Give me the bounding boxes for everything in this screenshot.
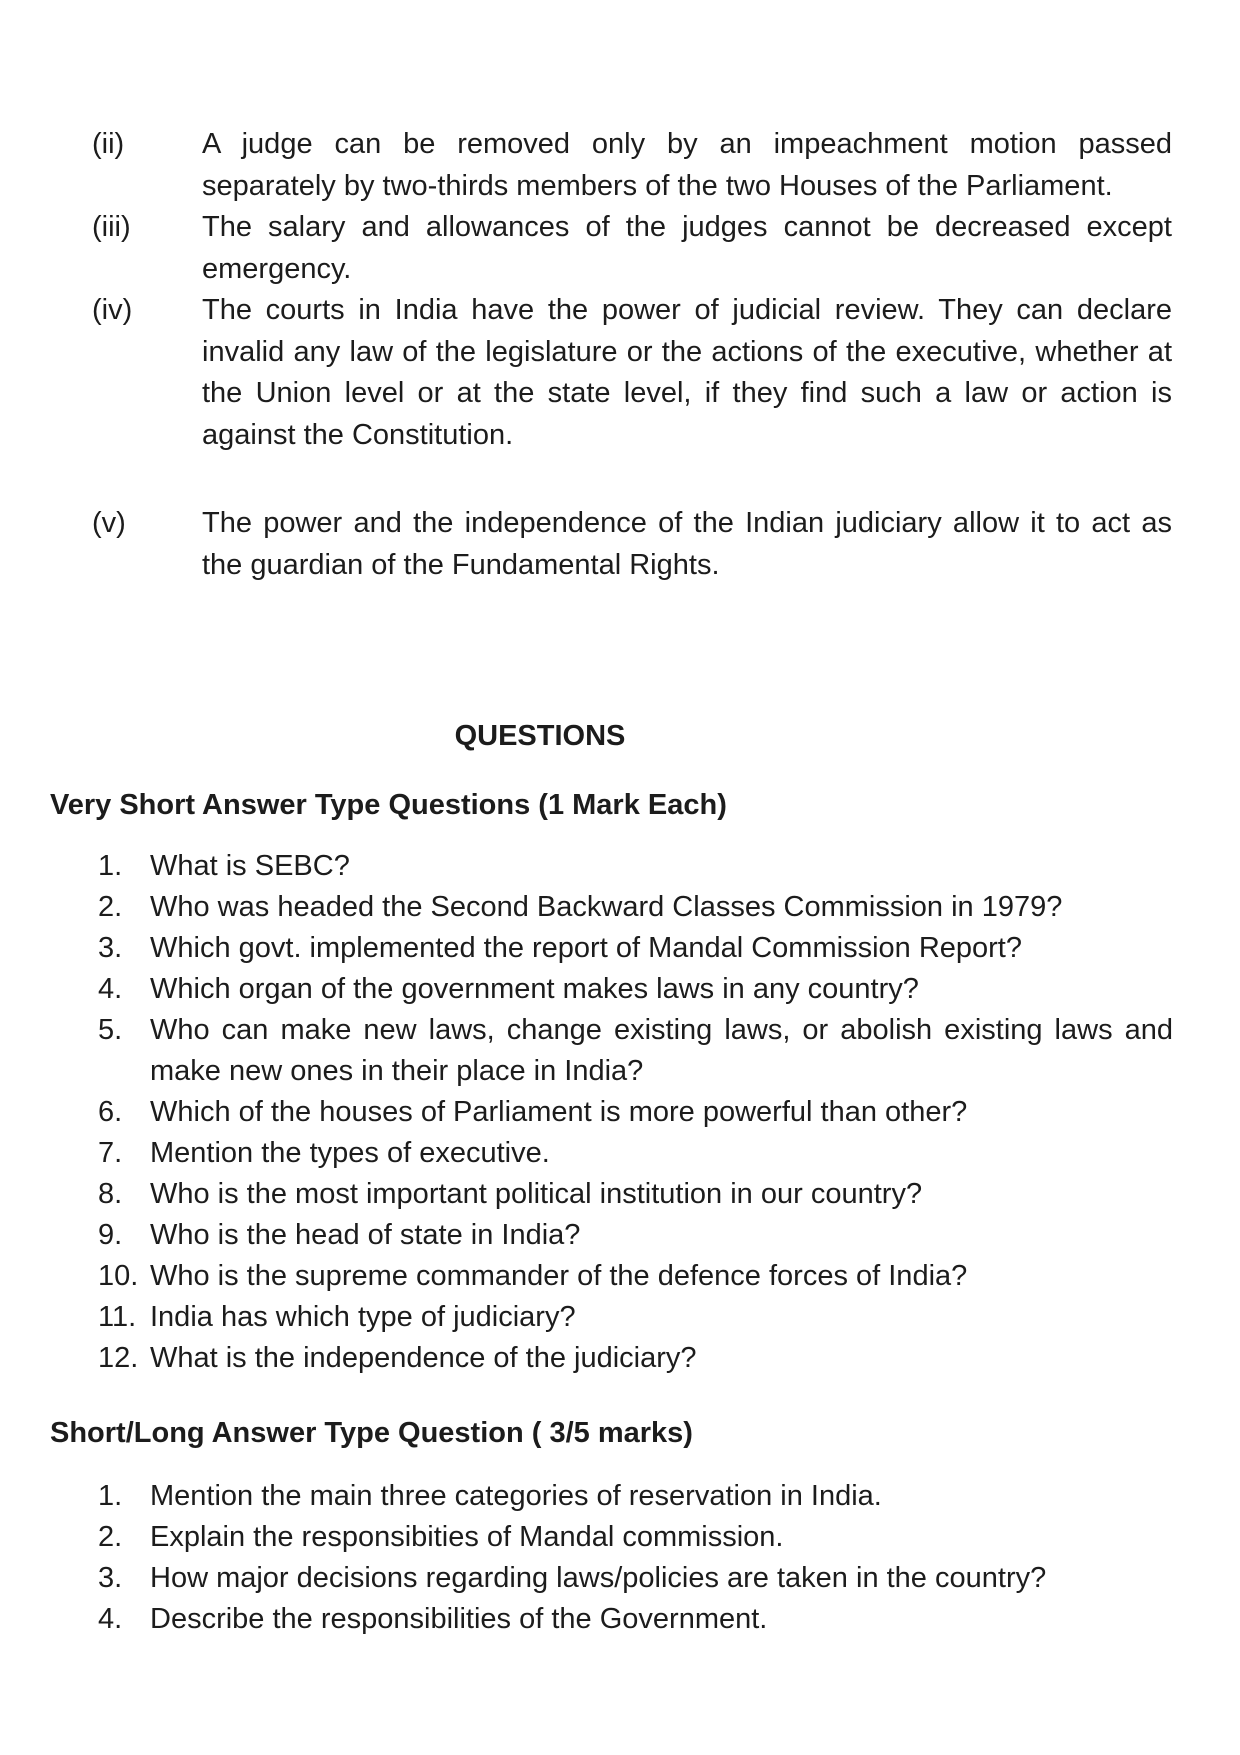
question-number: 1.: [98, 1480, 123, 1512]
point-item: [92, 503, 1172, 586]
question-number: 8.: [98, 1178, 123, 1210]
question-number: 1.: [98, 850, 123, 882]
question-number: 11.: [98, 1301, 137, 1333]
question-item: [98, 1174, 1173, 1215]
question-item: [98, 1558, 1173, 1599]
point-item: [92, 124, 1172, 207]
question-item: [98, 1010, 1173, 1092]
question-item: [98, 1215, 1173, 1256]
short-long-question-list: [98, 1476, 1173, 1640]
question-number: 3.: [98, 932, 123, 964]
question-number: 12.: [98, 1342, 139, 1374]
question-item: [98, 887, 1173, 928]
question-item: [98, 1256, 1173, 1297]
question-text: Which of the houses of Parliament is more powerful than other?: [150, 1096, 968, 1128]
question-text: Who is the most important political institution in our country?: [150, 1178, 923, 1210]
question-item: [98, 1133, 1173, 1174]
question-text: Who is the head of state in India?: [150, 1219, 581, 1251]
question-number: 10.: [98, 1260, 139, 1292]
question-text: Which govt. implemented the report of Mandal Commission Report?: [150, 932, 1022, 964]
question-number: 5.: [98, 1014, 123, 1046]
question-item: [98, 1338, 1173, 1379]
question-text: Who can make new laws, change existing laws, or abolish existing laws and make new ones in their place in India?: [150, 1014, 1173, 1087]
question-number: 9.: [98, 1219, 123, 1251]
very-short-section-heading: Very Short Answer Type Questions (1 Mark Each): [50, 789, 727, 821]
short-long-section-heading: Short/Long Answer Type Question ( 3/5 marks): [50, 1417, 693, 1449]
question-text: What is the independence of the judiciary?: [150, 1342, 697, 1374]
question-item: [98, 928, 1173, 969]
question-text: Describe the responsibilities of the Government.: [150, 1603, 768, 1635]
question-text: What is SEBC?: [150, 850, 350, 882]
question-text: Who is the supreme commander of the defence forces of India?: [150, 1260, 968, 1292]
question-text: India has which type of judiciary?: [150, 1301, 576, 1333]
very-short-question-list: [98, 846, 1173, 1379]
point-number: (v): [92, 507, 126, 539]
question-text: Explain the responsibities of Mandal commission.: [150, 1521, 784, 1553]
point-item: [92, 290, 1172, 456]
question-number: 6.: [98, 1096, 123, 1128]
question-number: 2.: [98, 1521, 123, 1553]
point-text: The courts in India have the power of judicial review. They can declare invalid any law of the legislature or the actions of the executive, whether at the Union level or at the state level, if they find such a law or action is against the Constitution.: [202, 294, 1172, 451]
point-item: [92, 207, 1172, 290]
judiciary-points-list: [92, 124, 1172, 586]
question-text: Mention the main three categories of reservation in India.: [150, 1480, 882, 1512]
point-number: (iii): [92, 211, 131, 243]
question-text: Who was headed the Second Backward Classes Commission in 1979?: [150, 891, 1063, 923]
point-text: The salary and allowances of the judges cannot be decreased except emergency.: [202, 211, 1172, 285]
question-number: 7.: [98, 1137, 123, 1169]
question-item: [98, 846, 1173, 887]
question-number: 4.: [98, 973, 123, 1005]
question-text: Which organ of the government makes laws in any country?: [150, 973, 919, 1005]
question-number: 3.: [98, 1562, 123, 1594]
point-text: The power and the independence of the Indian judiciary allow it to act as the guardian of the Fundamental Rights.: [202, 507, 1172, 581]
point-number: (ii): [92, 128, 125, 160]
question-item: [98, 1297, 1173, 1338]
question-item: [98, 1476, 1173, 1517]
question-number: 4.: [98, 1603, 123, 1635]
point-number: (iv): [92, 294, 133, 326]
questions-heading: QUESTIONS: [454, 720, 626, 752]
question-text: Mention the types of executive.: [150, 1137, 550, 1169]
question-number: 2.: [98, 891, 123, 923]
question-item: [98, 1599, 1173, 1640]
question-item: [98, 969, 1173, 1010]
point-text: A judge can be removed only by an impeachment motion passed separately by two-thirds members of the two Houses of the Parliament.: [202, 128, 1172, 202]
question-item: [98, 1517, 1173, 1558]
question-item: [98, 1092, 1173, 1133]
question-text: How major decisions regarding laws/policies are taken in the country?: [150, 1562, 1047, 1594]
